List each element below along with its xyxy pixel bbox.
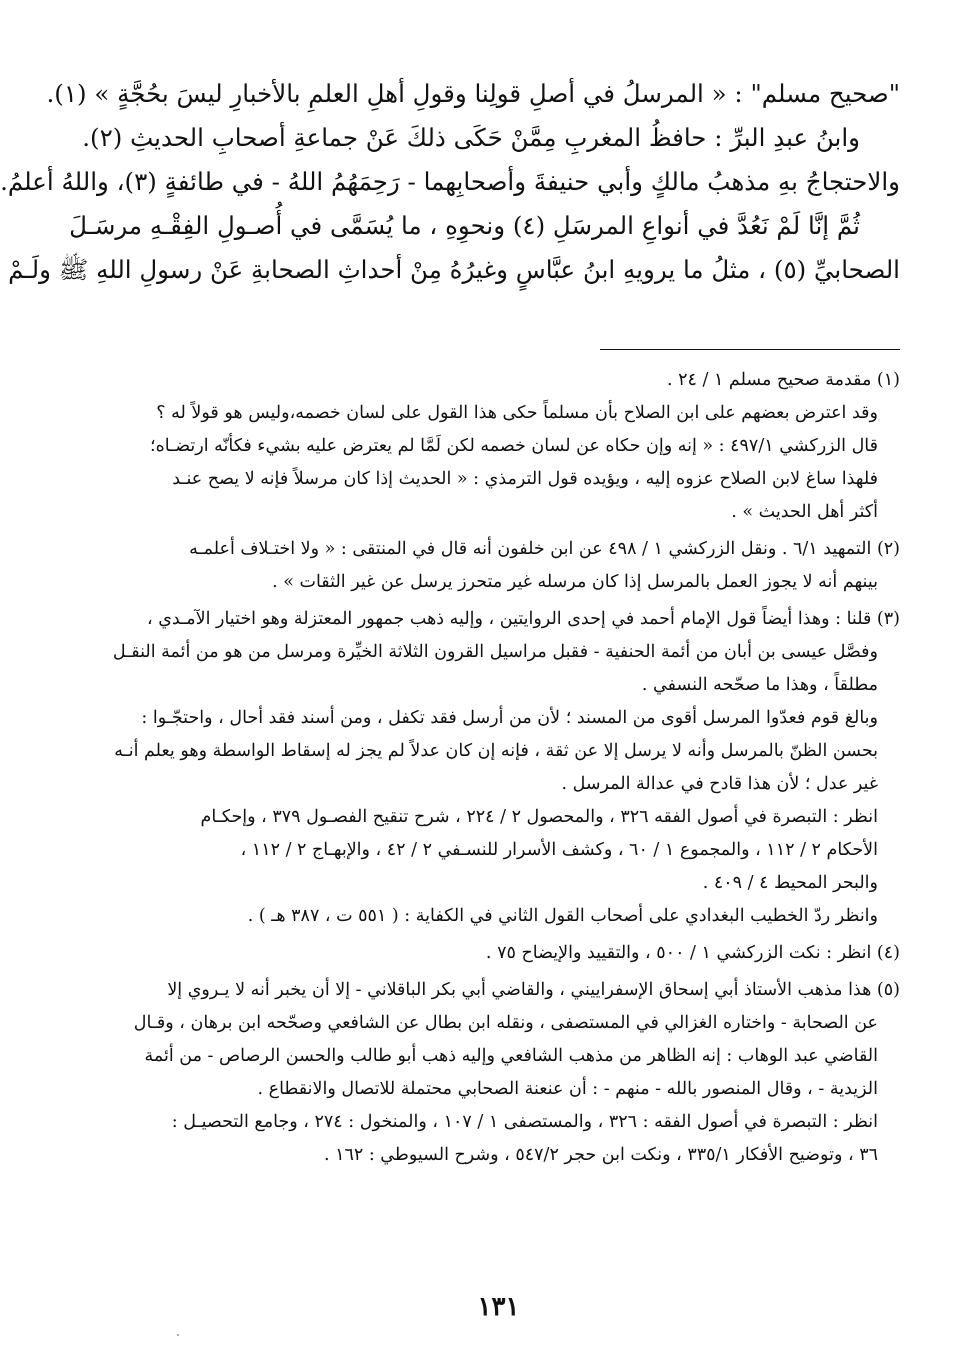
footnote-line: وقد اعترض بعضهم على ابن الصلاح بأن مسلماً حكى هذا القول على لسان خصمه،وليس هو قولاً له ؟ — [156, 403, 878, 423]
footnote-line: الزيدية - ، وقال المنصور بالله - منهم - : أن عنعنة الصحابي محتملة للاتصال والانقطاع . — [257, 1079, 878, 1099]
footnote-line: ٣٦ ، وتوضيح الأفكار ٣٣٥/١ ، ونكت ابن حجر ٥٤٧/٢ ، وشرح السيوطي : ١٦٢ . — [323, 1145, 878, 1165]
page-number: ١٣١ — [477, 1292, 520, 1322]
footnote-line: قال الزركشي ٤٩٧/١ : « إنه وإن حكاه عن لسان خصمه لكن لَمَّا لم يعترض عليه بشيء فكأنّه ارتضـاه؛ — [150, 436, 878, 456]
footnote-line: أكثر أهل الحديث » . — [731, 502, 878, 522]
footnote-start-line: (٤) انظر : نكت الزركشي ١ / ٥٠٠ ، والتقييد والإيضاح ٧٥ . — [485, 943, 900, 963]
footnote-line: فلهذا ساغ لابن الصلاح عزوه إليه ، ويؤيده قول الترمذي : « الحديث إذا كان مرسلاً فإنه لا يصح عنـد — [172, 469, 878, 489]
footnote-line: عن الصحابة - واختاره الغزالي في المستصفى ، ونقله ابن بطال عن الشافعي وصحّحه ابن برهان ، وقـال — [133, 1013, 878, 1033]
footnotes-block — [98, 364, 900, 1172]
footnote-line: مطلقاً ، وهذا ما صحّحه النسفي . — [641, 675, 878, 695]
footnote-line: بينهم أنه لا يجوز العمل بالمرسل إذا كان مرسله غير متحرز يرسل عن غير الثقات » . — [272, 572, 878, 592]
footnote-line: غير عدل ؛ لأن هذا قادح في عدالة المرسل . — [561, 774, 878, 794]
footnote-line: وفصَّل عيسى بن أبان من أئمة الحنفية - فقبل مراسيل القرون الثلاثة الخيِّرة ومرسل من هو من أئمة النقـل — [112, 642, 878, 662]
footnote-start-line: (٥) هذا مذهب الأستاذ أبي إسحاق الإسفراييني ، والقاضي أبي بكر الباقلاني - إلا أن يخبر أنه لا يـروي إلا — [167, 980, 900, 1000]
footnote-line: والبحر المحيط ٤ / ٤٠٩ . — [702, 873, 878, 893]
footnote-line: وبالغ قوم فعدّوا المرسل أقوى من المسند ؛ لأن من أرسل فقد تكفل ، ومن أسند فقد أحال ، واحتجّـوا : — [141, 708, 878, 728]
footnote-line: انظر : التبصرة في أصول الفقه : ٣٢٦ ، والمستصفى ١ / ١٠٧ ، والمنخول : ٢٧٤ ، وجامع التحصيـل : — [171, 1112, 878, 1132]
main-text-line: ثُمَّ إنَّا لَمْ نَعُدَّ في أنواعِ المرسَلِ (٤) ونحوِهِ ، ما يُسَمَّى في أُصـولِ الفِقْـهِ مرسَـلَ — [69, 211, 860, 240]
footnote-start-line: (٣) قلنا : وهذا أيضاً قول الإمام أحمد في إحدى الروايتين ، وإليه ذهب جمهور المعتزلة وهو اختيار الآمـدي ، — [147, 609, 900, 629]
footnote-line: الأحكام ٢ / ١١٢ ، والمجموع ١ / ٦٠ ، وكشف الأسرار للنسـفي ٢ / ٤٢ ، والإبهـاج ٢ / ١١٢ ، — [240, 840, 878, 860]
footnote-line: بحسن الظنّ بالمرسل وأنه لا يرسل إلا عن ثقة ، فإنه إن كان عدلاً لم يجز له إسقاط الواسطة وهو يعلم أنـه — [114, 741, 878, 761]
main-text-block — [0, 72, 900, 292]
main-text-line: والاحتجاجُ بهِ مذهبُ مالكٍ وأبي حنيفةَ وأصحابِهما - رَحِمَهُمُ اللهُ - في طائفةٍ (٣)، واللهُ أعلمُ. — [0, 167, 900, 196]
footnote-separator — [600, 349, 900, 350]
main-text-line: الصحابيِّ (٥) ، مثلُ ما يرويهِ ابنُ عبَّاسٍ وغيرُهُ مِنْ أحداثِ الصحابةِ عَنْ رسولِ اللهِ ﷺ ولَـمْ — [8, 255, 900, 284]
footnote-line: وانظر ردّ الخطيب البغدادي على أصحاب القول الثاني في الكفاية : ( ٥٥١ ت ، ٣٨٧ هـ ) . — [247, 906, 878, 926]
footnote-start-line: (١) مقدمة صحيح مسلم ١ / ٢٤ . — [666, 370, 900, 390]
footnote-line: القاضي عبد الوهاب : إنه الظاهر من مذهب الشافعي وإليه ذهب أبو طالب والحسن الرصاص - من أئمة — [144, 1046, 878, 1066]
footnote-start-line: (٢) التمهيد ٦/١ . ونقل الزركشي ١ / ٤٩٨ عن ابن خلفون أنه قال في المنتقى : « ولا اختـلاف أعلمـه — [189, 539, 900, 559]
footnote-line: انظر : التبصرة في أصول الفقه ٣٢٦ ، والمحصول ٢ / ٢٢٤ ، شرح تنقيح الفصـول ٣٧٩ ، وإحكـام — [200, 807, 878, 827]
main-text-line: "صحيح مسلم" : « المرسلُ في أصلِ قولِنا وقولِ أهلِ العلمِ بالأخبارِ ليسَ بحُجَّةٍ » (١). — [46, 79, 900, 108]
main-text-line: وابنُ عبدِ البرِّ : حافظُ المغربِ مِمَّنْ حَكَى ذلكَ عَنْ جماعةِ أصحابِ الحديثِ (٢). — [82, 123, 860, 152]
scan-speck — [177, 1334, 179, 1336]
